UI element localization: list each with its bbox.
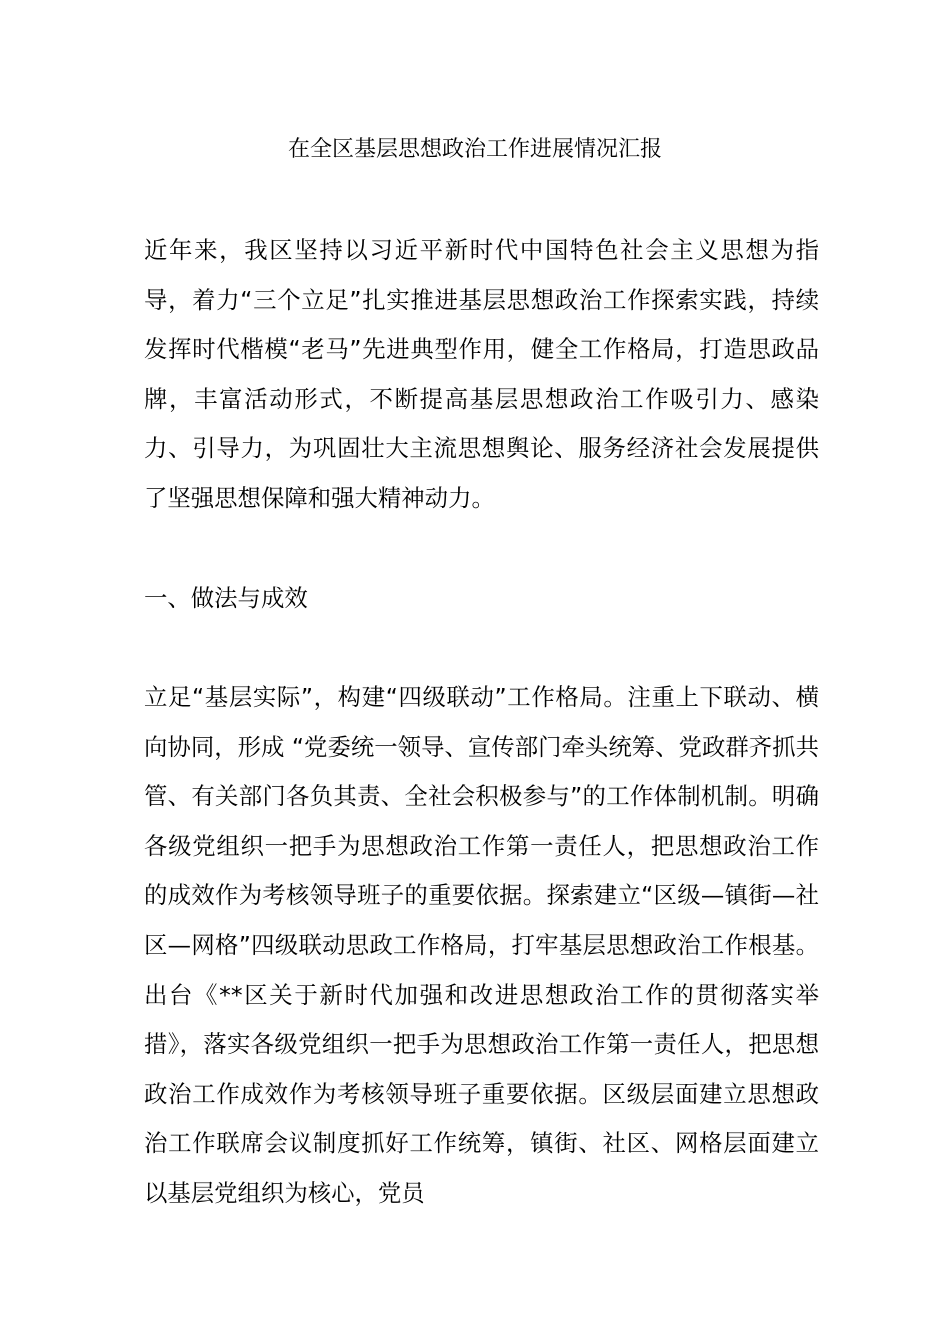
section-paragraph: 立足“基层实际”，构建“四级联动”工作格局。注重上下联动、横向协同，形成 “党委统一领导、宣传部门牵头统筹、党政群齐抓共管、有关部门各负其责、全社会积极参与”的工作体制机制。明确各级党组织一把手为思想政治工作第一责任人，把思想政治工作的成效作为考核领导班子的重要依据。探索建立“区级—镇街—社区—网格”四级联动思政工作格局，打牢基层思想政治工作根基。出台《**区关于新时代加强和改进思想政治工作的贯彻落实举措》，落实各级党组织一把手为思想政治工作第一责任人，把思想政治工作成效作为考核领导班子重要依据。区级层面建立思想政治工作联席会议制度抓好工作统筹，镇街、社区、网格层面建立以基层党组织为核心，党员 (144, 683, 819, 1207)
intro-paragraph: 近年来，我区坚持以习近平新时代中国特色社会主义思想为指导，着力“三个立足”扎实推进基层思想政治工作探索实践，持续发挥时代楷模“老马”先进典型作用，健全工作格局，打造思政品牌，丰富活动形式，不断提高基层思想政治工作吸引力、感染力、引导力，为巩固壮大主流思想舆论、服务经济社会发展提供了坚强思想保障和强大精神动力。 (144, 236, 819, 512)
document-title: 在全区基层思想政治工作进展情况汇报 (287, 137, 662, 162)
section-heading: 一、做法与成效 (144, 584, 308, 612)
